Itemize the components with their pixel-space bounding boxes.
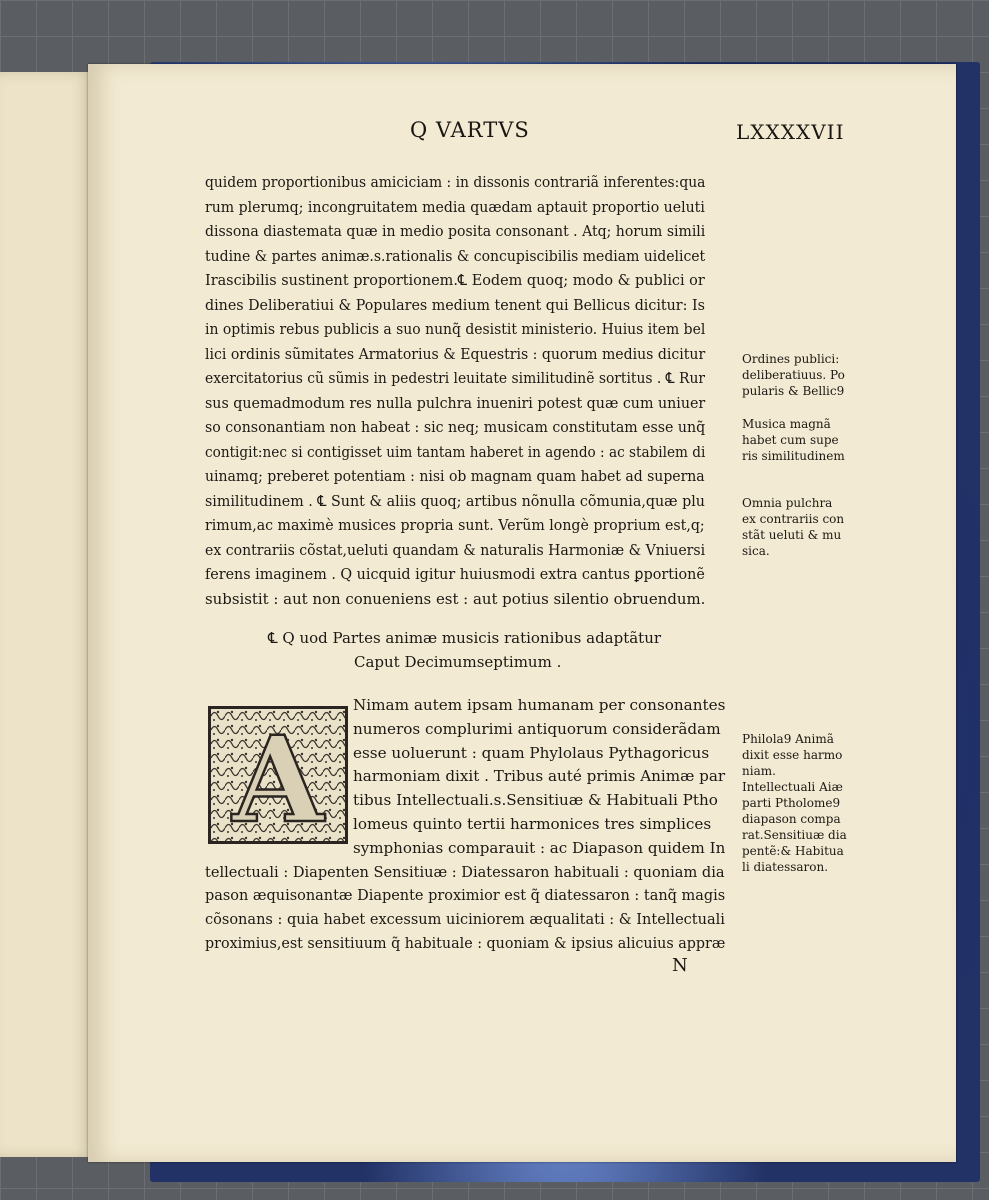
text-line: in optimis rebus publicis a suo nunq̃ desistit ministerio. Huius item bel [205, 320, 706, 338]
chapter-heading [268, 626, 708, 674]
text-line: ferens imaginem . Q uicquid igitur huiusmodi extra cantus ꝑportionẽ [205, 565, 705, 583]
text-line: quidem proportionibus amiciciam : in dissonis contrariã inferentes:qua [205, 173, 706, 191]
text-line: rimum,ac maximè musices propria sunt. Verũm longè proprium est,q; [205, 516, 705, 534]
marginal-note-line: Omnia pulchra [742, 496, 833, 510]
marginal-note-line: deliberatiuus. Po [742, 368, 845, 382]
left-page-edge [0, 72, 94, 1157]
marginal-note-line: pularis & Bellic9 [742, 384, 845, 398]
marginal-note-line: Ordines publici: [742, 352, 840, 366]
text-line: proximius,est sensitiuum q̃ habituale : quoniam & ipsius alicuius appræ [205, 933, 726, 952]
text-line: dissona diastemata quæ in medio posita consonant . Atq; horum simili [205, 222, 706, 240]
marginal-note-line: Musica magnã [742, 417, 831, 431]
marginal-note-line: li diatessaron. [742, 860, 829, 874]
running-title: Q VARTVS [410, 118, 530, 142]
text-line: ex contrariis cõstat,ueluti quandam & naturalis Harmoniæ & Vniuersi [205, 540, 706, 559]
signature-mark: N [672, 955, 688, 976]
marginal-note-line: ex contrariis con [742, 512, 845, 526]
marginal-note [742, 495, 844, 559]
marginal-note-line: ris similitudinem [742, 449, 845, 463]
marginal-note-line: parti Ptholome9 [742, 796, 841, 810]
text-line: lomeus quinto tertii harmonices tres simplices [353, 814, 712, 833]
text-line: cõsonans : quia habet excessum uiciniorem æqualitati : & Intellectuali [205, 910, 725, 929]
decorated-initial-letter [208, 706, 348, 844]
marginal-note-line: Philola9 Animã [742, 732, 834, 746]
chapter-heading-title: ℄ Q uod Partes animæ musicis rationibus adaptãtur [268, 629, 662, 647]
text-line: harmoniam dixit . Tribus auté primis Animæ par [353, 767, 726, 786]
text-line: exercitatorius cũ sũmis in pedestri leuitate similitudinẽ sortitus . ℄ Rur [205, 369, 706, 387]
text-line: lici ordinis sũmitates Armatorius & Equestris : quorum medius dicitur [205, 344, 706, 363]
body-text [205, 170, 705, 611]
text-line: similitudinem . ℄ Sunt & aliis quoq; artibus nõnulla cõmunia,quæ plu [205, 491, 705, 510]
initial-letter-glyph: A [232, 710, 324, 841]
text-line: dines Deliberatiui & Populares medium tenent qui Bellicus dicitur: Is [205, 295, 705, 314]
marginal-note [742, 416, 845, 464]
marginal-note-line: dixit esse harmo [742, 748, 843, 762]
decorated-initial-ornament [211, 709, 345, 841]
text-line: tudine & partes animæ.s.rationalis & concupiscibilis mediam uidelicet [205, 246, 706, 265]
marginal-note-line: Intellectuali Aiæ [742, 780, 843, 794]
text-line: subsistit : aut non conueniens est : aut potius silentio obruendum. [205, 589, 706, 608]
text-line: so consonantiam non habeat : sic neq; musicam constitutam esse unq̃ [205, 418, 706, 436]
text-line: rum plerumq; incongruitatem media quædam aptauit proportio ueluti [205, 197, 705, 216]
folio-number: LXXXXVII [736, 120, 845, 144]
marginal-note-line: niam. [742, 764, 776, 778]
marginal-note-line: stãt ueluti & mu [742, 528, 842, 542]
text-line: tibus Intellectuali.s.Sensitiuæ & Habituali Ptho [353, 791, 718, 810]
chapter-heading-number: Caput Decimumseptimum . [354, 653, 562, 671]
marginal-note-line: pentẽ:& Habitua [742, 844, 844, 858]
text-line: Irascibilis sustinent proportionem.℄ Eodem quoq; modo & publici or [205, 271, 705, 289]
marginal-note-line: diapason compa [742, 812, 841, 826]
marginal-note-line: sica. [742, 544, 770, 558]
text-line: Nimam autem ipsam humanam per consonantes [353, 696, 726, 714]
marginal-note [742, 351, 845, 399]
text-line: numeros complurimi antiquorum considerãdam [353, 719, 721, 738]
text-line: sus quemadmodum res nulla pulchra inueniri potest quæ cum uniuer [205, 393, 706, 412]
text-line: uinamq; preberet potentiam : nisi ob magnam quam habet ad superna [205, 467, 705, 485]
text-line: contigit:nec si contigisset uim tantam haberet in agendo : ac stabilem di [205, 442, 706, 461]
marginal-note [742, 731, 847, 875]
text-line: tellectuali : Diapenten Sensitiuæ : Diatessaron habituali : quoniam dia [205, 862, 725, 881]
marginal-note-line: habet cum supe [742, 433, 839, 447]
text-line: symphonias comparauit : ac Diapason quidem In [353, 838, 726, 857]
text-line: pason æquisonantæ Diapente proximior est q̃ diatessaron : tanq̃ magis [205, 886, 726, 905]
marginal-note-line: rat.Sensitiuæ dia [742, 828, 847, 842]
text-line: esse uoluerunt : quam Phylolaus Pythagoricus [353, 743, 710, 762]
